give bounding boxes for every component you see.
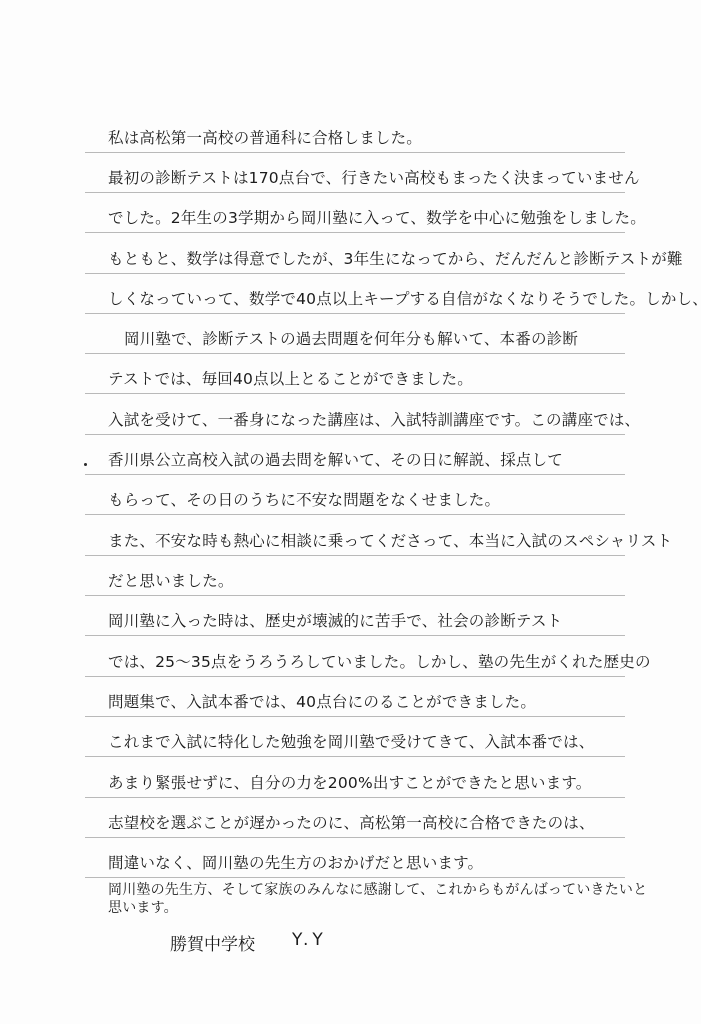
letter-line: テストでは、毎回40点以上とることができました。 [108,370,473,388]
letter-line: では、25～35点をうろうろしていました。しかし、塾の先生がくれた歴史の [108,653,651,671]
letter-line: これまで入試に特化した勉強を岡川塾で受けてきて、入試本番では、 [108,733,595,751]
ruled-line [85,474,625,475]
ink-dot [84,463,87,466]
ruled-line [85,877,625,878]
ruled-line [85,273,625,274]
ruled-line [85,837,625,838]
ruled-line [85,313,625,314]
letter-line: あまり緊張せずに、自分の力を200%出すことができたと思います。 [108,774,592,792]
ruled-line [85,756,625,757]
letter-line: 入試を受けて、一番身になった講座は、入試特訓講座です。この講座では、 [108,411,641,429]
ruled-line [85,393,625,394]
letter-line: 問題集で、入試本番では、40点台にのることができました。 [108,693,537,711]
letter-line: 思います。 [108,900,178,916]
letter-line: 間違いなく、岡川塾の先生方のおかげだと思います。 [108,854,484,872]
signature-initials: Y.Y [292,930,327,950]
ruled-line [85,676,625,677]
ruled-line [85,635,625,636]
ruled-line [85,434,625,435]
letter-line: しくなっていって、数学で40点以上キープする自信がなくなりそうでした。しかし、 [108,290,708,308]
ruled-line [85,716,625,717]
ruled-line [85,353,625,354]
signature-school: 勝賀中学校 [170,935,255,955]
letter-line: 岡川塾の先生方、そして家族のみんなに感謝して、これからもがんばっていきたいと [108,882,648,898]
letter-line: 最初の診断テストは170点台で、行きたい高校もまったく決まっていません [108,169,640,187]
letter-line: 香川県公立高校入試の過去問を解いて、その日に解説、採点して [108,451,563,469]
letter-line: 岡川塾で、診断テストの過去問題を何年分も解いて、本番の診断 [124,330,579,348]
ruled-line [85,797,625,798]
letter-line: もらって、その日のうちに不安な問題をなくせました。 [108,491,501,509]
ruled-line [85,595,625,596]
ruled-line [85,232,625,233]
letter-line: また、不安な時も熱心に相談に乗ってくださって、本当に入試のスペシャリスト [108,532,673,550]
letter-line: もともと、数学は得意でしたが、3年生になってから、だんだんと診断テストが難 [108,250,683,268]
letter-line: 私は高松第一高校の普通科に合格しました。 [108,129,423,147]
ruled-line [85,555,625,556]
letter-line: でした。2年生の3学期から岡川塾に入って、数学を中心に勉強をしました。 [108,209,646,227]
ruled-line [85,192,625,193]
letter-line: 志望校を選ぶことが遅かったのに、高松第一高校に合格できたのは、 [108,814,595,832]
letter-line: だと思いました。 [108,572,234,590]
ruled-line [85,152,625,153]
letter-line: 岡川塾に入った時は、歴史が壊滅的に苦手で、社会の診断テスト [108,612,563,630]
ruled-line [85,514,625,515]
